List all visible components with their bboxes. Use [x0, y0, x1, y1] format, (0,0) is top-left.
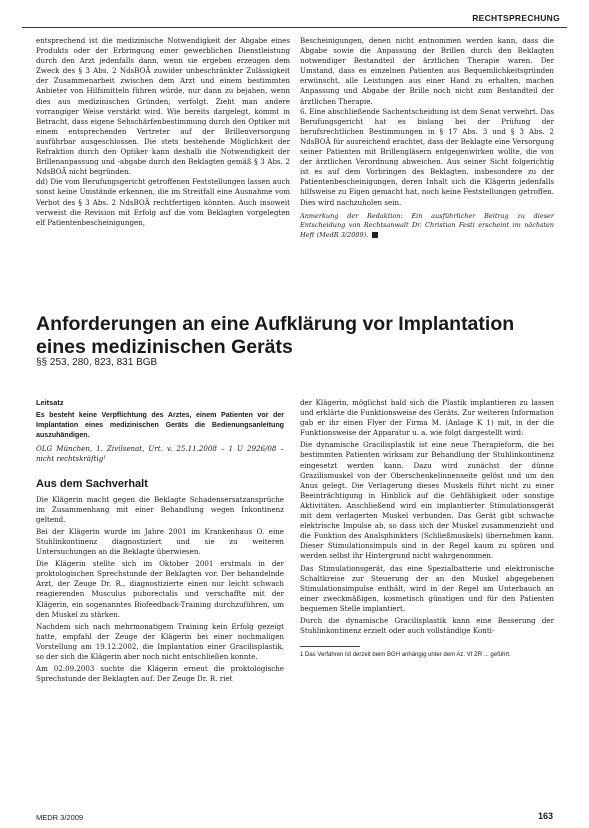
paragraph: Das Stimulationsgerät, das eine Spezialbatterie und elektronische Schaltkreise zur Steuerung der an den Muskel abgegebenen Stimulationsimpulse enthält, wird in der Regel am Unterbauch an einer zweckmäßigen, kosmetisch günstigen und für den Patienten bequemen Stelle implantiert.: [300, 563, 554, 613]
paragraph: Durch die dynamische Gracilisplastik kann eine Besserung der Stuhlinkontinenz erzielt oder auch vollständige Konti-: [300, 615, 554, 636]
bottom-right-column: [300, 398, 554, 659]
paragraph: der Klägerin, möglichst bald sich die Plastik implantieren zu lassen und erklärte die Funktionsweise des Geräts. Zur weiteren Information gab er ihr einen Flyer der Firma M. (Anlage K 1) mit, in der die Funktionsweise der Apparatur u. a. wie folgt dargestellt wird:: [300, 398, 554, 438]
paragraph: Bei der Klägerin wurde im Jahre 2001 im Krankenhaus O. eine Stuhlinkontinenz diagnostiziert und sie zu weiteren Untersuchungen an die Beklagte überwiesen.: [36, 526, 284, 557]
paragraph: Nachdem sich nach mehrmonatigem Training kein Erfolg gezeigt hatte, empfahl der Zeuge der Klägerin bei einer nochmaligen Vorstellung am 19.12.2002, die Implantation einer Gracilisplastik, so der sich die Klägerin aber noch nicht entschließen konnte.: [36, 621, 284, 661]
page-number: 163: [537, 811, 553, 821]
top-left-column: [36, 36, 290, 228]
paragraph: Die Klägerin stellte sich im Oktober 2001 erstmals in der proktologischen Sprechstunde der Beklagten vor. Der behandelnde Arzt, der Zeuge Dr. R., diagnostizierte einen nur leicht schwach reagierenden Musculus puborectalis und verschaffte mit der Klägerin, ein sogenanntes Biofeedback-Training durchzuführen, um den Muskel zu stärken.: [36, 559, 284, 619]
paragraph: Die dynamische Gracilisplastik ist eine neue Therapieform, die bei bestimmten Patienten wirksam zur Behandlung der Stuhlinkontinenz eingesetzt werden kann. Dazu wird zunächst der dünne Grazilismuskel von der Oberschenkelinnenseite gelöst und um den Anus gelegt. Die Verlagerung dieses Muskels führt nicht zu einer Beeinträchtigung in Hinblick auf die Gehfähigkeit oder sonstige Aktivitäten. Anschließend wird ein implantierter Stimulationsgerät mit dem verlagerten Muskel verbunden. Das Gerät gibt schwache elektrische Impulse ab, so dass sich der Muskel zusammenzieht und die Funktion des Analsphinkters (Schließmuskels) übernehmen kann. Dieser Stimulationsimpuls sind in der Regel kaum zu spüren und werden selbst ihr Hintergrund nicht wahrgenommen.: [300, 440, 554, 561]
paragraph: 6. Eine abschließende Sachentscheidung ist dem Senat verwehrt. Das Berufungsgericht hat es bislang bei der Prüfung der berufsrechtlichen Bestimmungen in § 17 Abs. 3 und § 3 Abs. 2 NdsBOÄ für ausreichend erachtet, dass der Beklagte eine Versorgung seiner Patienten mit Brillengläsern entgegenwirken wollte, die von der ärztlichen Verordnung abweichen. Aus seiner Sicht folgerichtig ist es auf dem Vorbringen des Beklagten, insbesondere zu der Patientenbescheinigungen, deren Inhalt sich die Klägerin jedenfalls hilfsweise zu Eigen gemacht hat, noch keine Feststellungen getroffen. Dies wird nachzuholen sein.: [300, 106, 554, 207]
note-text: Anmerkung der Redaktion: Ein ausführlicher Beitrag zu dieser Entscheidung von Rechtsanwalt Dr. Christian Festi erscheint im nächsten Heft (MedR 3/2009).: [300, 211, 554, 239]
footnote: 1 Das Verfahren ist derzeit beim BGH anhängig unter dem Az. VI ZR ... geführt.: [300, 652, 511, 659]
court-citation: OLG München, 1. Zivilsenat, Urt. v. 25.11.2008 – 1 U 2926/08 – nicht rechtskräftig¹: [36, 444, 284, 464]
paragraph: Am 02.09.2003 suchte die Klägerin erneut die proktologische Sprechstunde der Beklagten auf. Der Zeuge Dr. R. riet: [36, 664, 284, 684]
bottom-left-column: [36, 398, 284, 684]
leitsatz-text: Es besteht keine Verpflichtung des Arztes, einem Patienten vor der Implantation eines medizinischen Geräts die Bedienungsanleitung auszuhändigen.: [36, 411, 284, 440]
section-heading: Aus dem Sachverhalt: [36, 477, 148, 490]
end-square-icon: [372, 232, 378, 238]
leitsatz-label: Leitsatz: [36, 398, 64, 407]
article-title: Anforderungen an eine Aufklärung vor Implantation eines medizinischen Geräts: [36, 313, 515, 359]
section-header: RECHTSPRECHUNG: [472, 13, 560, 23]
law-references: §§ 253, 280, 823, 831 BGB: [36, 357, 158, 368]
paragraph: Bescheinigungen, denen nicht entnommen werden kann, dass die Abgabe sowie die Anpassung der Brillen durch den Beklagten notwendiger Bestandteil der ärztlichen Therapie waren. Der Umstand, dass es einzelnen Patienten aus Bequemlichkeitsgründen erwünscht, alle Leistungen aus einer Hand zu erhalten, machen Anpassung und Abgabe der Brille noch nicht zum Bestandteil der ärztlichen Therapie.: [300, 36, 554, 106]
paragraph: entsprechend ist die medizinische Notwendigkeit der Abgabe eines Produkts oder der Erbringung einer gewerblichen Dienstleistung durch den Arzt jedenfalls dann, wenn sie ergeben erzeugen dem Zweck des § 3 Abs. 2 NdsBOÄ zuwider unbeschränkter Zulässigkeit der Zusammenarbeit zwischen dem Arzt und einem bestimmten Anbieter von Hilfsmitteln führen würde, nur dann zu bejahen, wenn dies aus medizinischen Gründen, verfolgt. Zieht man andere vorrangiger Weise verstärkt wird. Wie bereits dargelegt, kommt in Betracht, dass eigene Sehschärfenbestimmung durch den Optiker mit einem entsprechenden Vertreter auf der Brillenversorgung ausführbar ausgeschlossen. Die stets bestehende Möglichkeit der Refraktion durch den Optiker kann deshalb die Notwendigkeit der Brillenanpassung und -abgabe durch den Beklagten gemäß § 3 Abs. 2 NdsBOÄ nicht begründen.: [36, 36, 290, 177]
top-right-column: [300, 36, 554, 240]
editorial-note: [300, 212, 554, 241]
paragraph: dd) Die vom Berufungsgericht getroffenen Feststellungen lassen auch sonst keine Umstände erkennen, die im Streitfall eine Ausnahme vom Verbot des § 3 Abs. 2 NdsBOÄ rechtfertigen könnten. Auch insoweit verweist die Revision mit Erfolg auf die vom Beklagten vorgelegten elf Patientenbescheinigungen,: [36, 177, 290, 227]
journal-reference: MEDR 3/2009: [36, 813, 84, 822]
footnote-rule: [300, 646, 360, 647]
header-rule: [22, 27, 567, 28]
paragraph: Die Klägerin macht gegen die Beklagte Schadensersatzansprüche im Zusammenhang mit einer Behandlung wegen Inkontinenz geltend.: [36, 494, 284, 524]
